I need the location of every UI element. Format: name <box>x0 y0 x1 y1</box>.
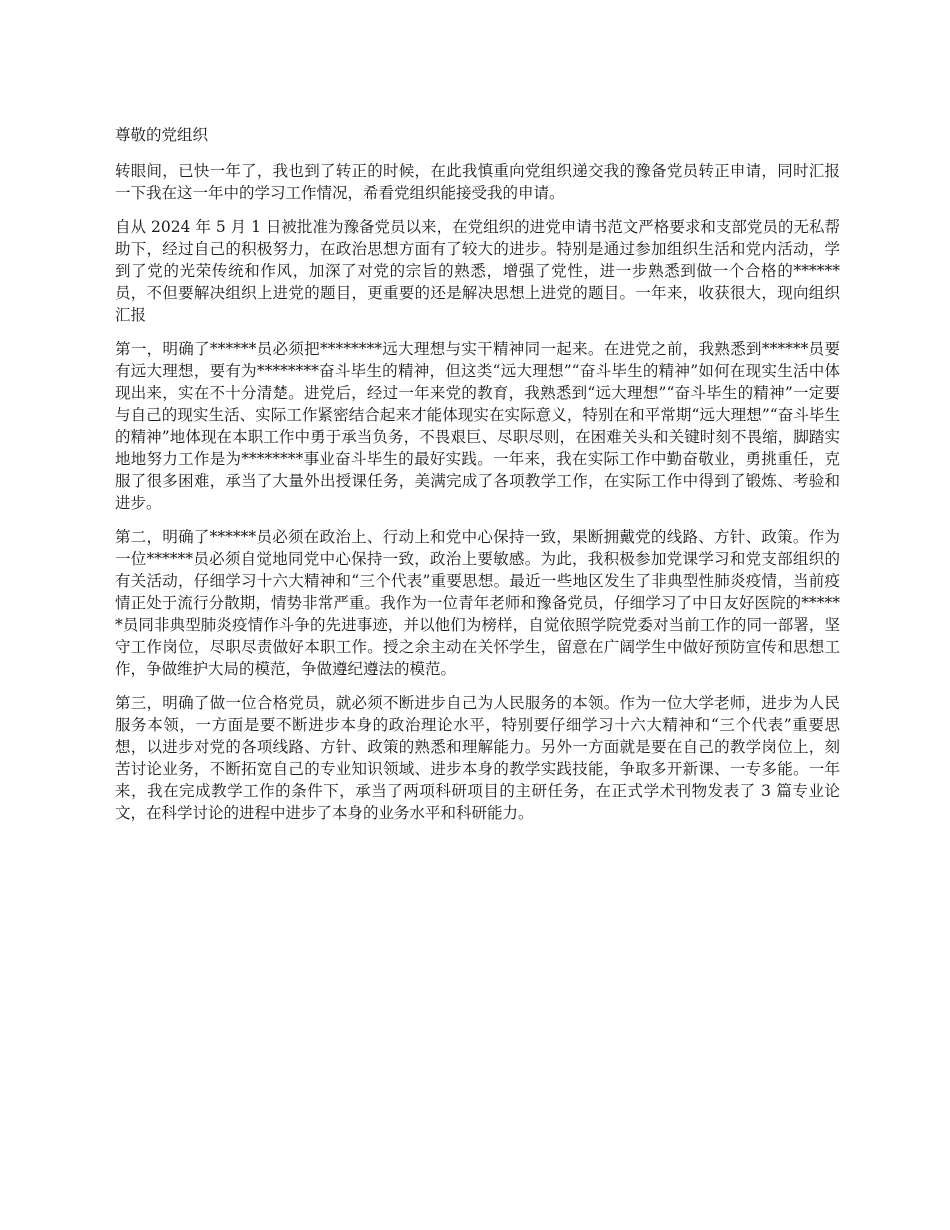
paragraph-overview: 自从 2024 年 5 月 1 日被批准为豫备党员以来，在党组织的进党申请书范文严格要求和支部党员的无私帮助下，经过自己的积极努力，在政治思想方面有了较大的进步。特别是通过参加组织生活和党内活动，学到了党的光荣传统和作风，加深了对党的宗旨的熟悉，增强了党性，进一步熟悉到做一个合格的******员，不但要解决组织上进党的题目，更重要的还是解决思想上进党的题目。一年来，收获很大，现向组织汇报 <box>115 218 840 324</box>
document-body <box>115 124 840 836</box>
paragraph-second-point: 第二，明确了******员必须在政治上、行动上和党中心保持一致，果断拥戴党的线路、方针、政策。作为一位******员必须自觉地同党中心保持一致，政治上要敏感。为此，我积极参加党课学习和党支部组织的有关活动，仔细学习十六大精神和“三个代表”重要思想。最近一些地区发生了非典型性肺炎疫情，当前疫情正处于流行分散期，情势非常严重。我作为一位青年老师和豫备党员，仔细学习了中日友好医院的******员同非典型肺炎疫情作斗争的先进事迹，并以他们为榜样，自觉依照学院党委对当前工作的同一部署，坚守工作岗位，尽职尽责做好本职工作。授之余主动在关怀学生，留意在广阔学生中做好预防宣传和思想工作，争做维护大局的模范，争做遵纪遵法的模范。 <box>115 528 840 678</box>
paragraph-opening: 转眼间，已快一年了，我也到了转正的时候，在此我慎重向党组织递交我的豫备党员转正申请，同时汇报一下我在这一年中的学习工作情况，希看党组织能接受我的申请。 <box>115 162 840 202</box>
paragraph-third-point: 第三，明确了做一位合格党员，就必须不断进步自己为人民服务的本领。作为一位大学老师，进步为人民服务本领，一方面是要不断进步本身的政治理论水平，特别要仔细学习十六大精神和“三个代表”重要思想，以进步对党的各项线路、方针、政策的熟悉和理解能力。另外一方面就是要在自己的教学岗位上，刻苦讨论业务，不断拓宽自己的专业知识领域、进步本身的教学实践技能，争取多开新课、一专多能。一年来，我在完成教学工作的条件下，承当了两项科研项目的主研任务，在正式学术刊物发表了 3 篇专业论文，在科学讨论的进程中进步了本身的业务水平和科研能力。 <box>115 694 840 822</box>
salutation: 尊敬的党组织 <box>115 126 209 144</box>
paragraph-first-point: 第一，明确了******员必须把********远大理想与实干精神同一起来。在进党之前，我熟悉到******员要有远大理想，要有为********奋斗毕生的精神，但这类“远大理想”“奋斗毕生的精神”如何在现实生活中体现出来，实在不十分清楚。进党后，经过一年来党的教育，我熟悉到“远大理想”“奋斗毕生的精神”一定要与自己的现实生活、实际工作紧密结合起来才能体现实在实际意义，特别在和平常期“远大理想”“奋斗毕生的精神”地体现在本职工作中勇于承当负务，不畏艰巨、尽职尽则，在困难关头和关键时刻不畏缩，脚踏实地地努力工作是为********事业奋斗毕生的最好实践。一年来，我在实际工作中勤奋敬业，勇挑重任，克服了很多困难，承当了大量外出授课任务，美满完成了各项教学工作，在实际工作中得到了锻炼、考验和进步。 <box>115 340 840 512</box>
